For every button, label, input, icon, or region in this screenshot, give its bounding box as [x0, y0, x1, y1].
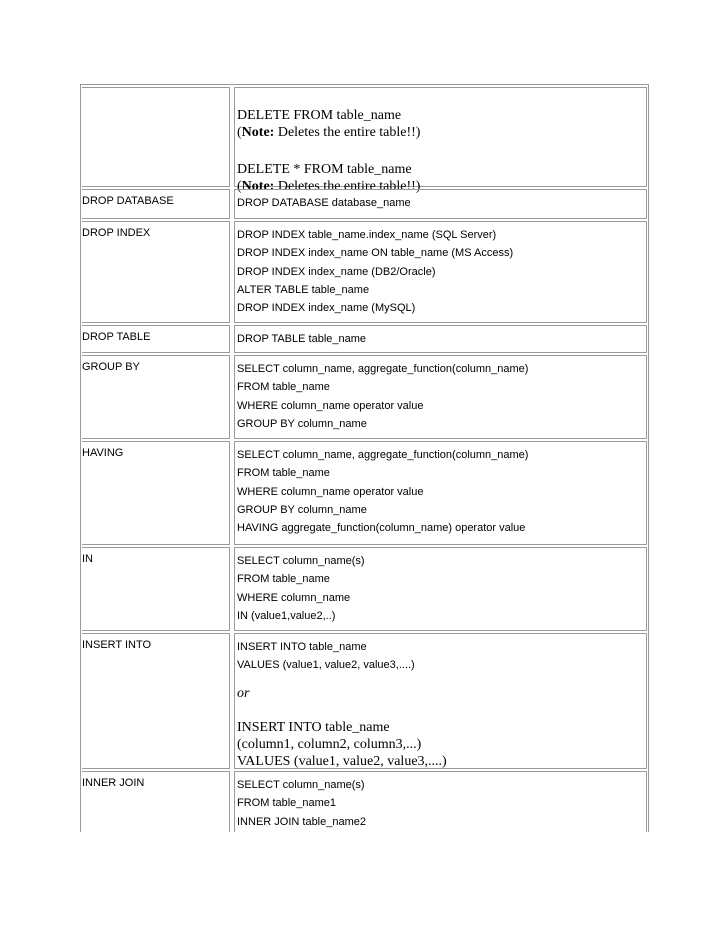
- command-cell: [82, 633, 230, 769]
- syntax-line: DELETE * FROM table_name: [237, 162, 412, 177]
- note-line: (Note: Deletes the entire table!!): [237, 179, 421, 194]
- syntax-line: INSERT INTO table_name: [237, 641, 367, 653]
- syntax-cell: [234, 547, 647, 631]
- syntax-line: SELECT column_name(s): [237, 555, 365, 567]
- syntax-line: GROUP BY column_name: [237, 503, 367, 516]
- table-row-drop-index: [82, 221, 647, 323]
- syntax-line: ALTER TABLE table_name: [237, 283, 370, 296]
- command-name: HAVING: [82, 447, 124, 459]
- document-page: [80, 84, 649, 832]
- syntax-line: DROP INDEX index_name (MySQL): [237, 302, 416, 315]
- command-cell: [82, 441, 230, 545]
- syntax-line: VALUES (value1, value2, value3,....): [237, 659, 415, 672]
- syntax-line: WHERE column_name: [237, 591, 351, 604]
- table-row-delete: [82, 87, 647, 194]
- command-name: GROUP BY: [82, 361, 140, 373]
- command-cell: [82, 87, 230, 187]
- syntax-cell: [234, 221, 647, 323]
- syntax-cell: [234, 441, 647, 545]
- syntax-line: FROM table_name: [237, 467, 330, 480]
- syntax-line: INSERT INTO table_name: [237, 719, 390, 735]
- command-name: DROP DATABASE: [82, 195, 174, 207]
- table-row-having: [82, 441, 647, 545]
- syntax-line: INNER JOIN table_name2: [237, 815, 366, 828]
- table-row-insert-into: [82, 633, 647, 769]
- syntax-cell: [234, 325, 647, 353]
- command-cell: [82, 221, 230, 323]
- syntax-line: DROP DATABASE database_name: [237, 197, 411, 209]
- note-label: Note:: [241, 179, 275, 194]
- command-cell: [82, 771, 230, 832]
- syntax-line: DROP INDEX index_name ON table_name (MS Access): [237, 247, 514, 260]
- command-cell: [82, 325, 230, 353]
- table-row-inner-join: [82, 771, 647, 832]
- command-name: INSERT INTO: [82, 639, 152, 651]
- table-row-drop-database: [82, 189, 647, 219]
- table-row-drop-table: [82, 325, 647, 353]
- syntax-line: GROUP BY column_name: [237, 417, 367, 430]
- syntax-line: SELECT column_name(s): [237, 779, 365, 791]
- note-line: (Note: Deletes the entire table!!): [237, 125, 421, 140]
- syntax-line: (column1, column2, column3,...): [237, 736, 422, 752]
- syntax-line: VALUES (value1, value2, value3,....): [237, 753, 447, 769]
- note-label: Note:: [241, 125, 275, 140]
- syntax-cell: [234, 87, 647, 194]
- syntax-line: IN (value1,value2,..): [237, 609, 336, 622]
- command-cell: [82, 547, 230, 631]
- syntax-line: HAVING aggregate_function(column_name) operator value: [237, 522, 526, 535]
- syntax-line: WHERE column_name operator value: [237, 399, 424, 412]
- command-name: INNER JOIN: [82, 777, 145, 789]
- syntax-cell: [234, 771, 647, 832]
- syntax-cell: [234, 633, 647, 769]
- or-separator: or: [237, 685, 250, 701]
- syntax-line: WHERE column_name operator value: [237, 485, 424, 498]
- command-cell: [82, 355, 230, 439]
- syntax-line: DROP TABLE table_name: [237, 333, 367, 345]
- syntax-line: FROM table_name: [237, 381, 330, 394]
- syntax-cell: [234, 189, 647, 219]
- command-name: DROP INDEX: [82, 227, 151, 239]
- table-row-group-by: [82, 355, 647, 439]
- table-row-in: [82, 547, 647, 631]
- syntax-line: DROP INDEX table_name.index_name (SQL Server): [237, 229, 497, 241]
- syntax-line: SELECT column_name, aggregate_function(column_name): [237, 449, 529, 461]
- syntax-line: FROM table_name1: [237, 797, 337, 810]
- syntax-line: FROM table_name: [237, 573, 330, 586]
- syntax-line: DELETE FROM table_name: [237, 108, 402, 123]
- syntax-line: SELECT column_name, aggregate_function(column_name): [237, 363, 529, 375]
- command-cell: [82, 189, 230, 219]
- command-name: DROP TABLE: [82, 331, 151, 343]
- syntax-cell: [234, 355, 647, 439]
- syntax-line: DROP INDEX index_name (DB2/Oracle): [237, 265, 436, 278]
- command-name: IN: [82, 553, 93, 565]
